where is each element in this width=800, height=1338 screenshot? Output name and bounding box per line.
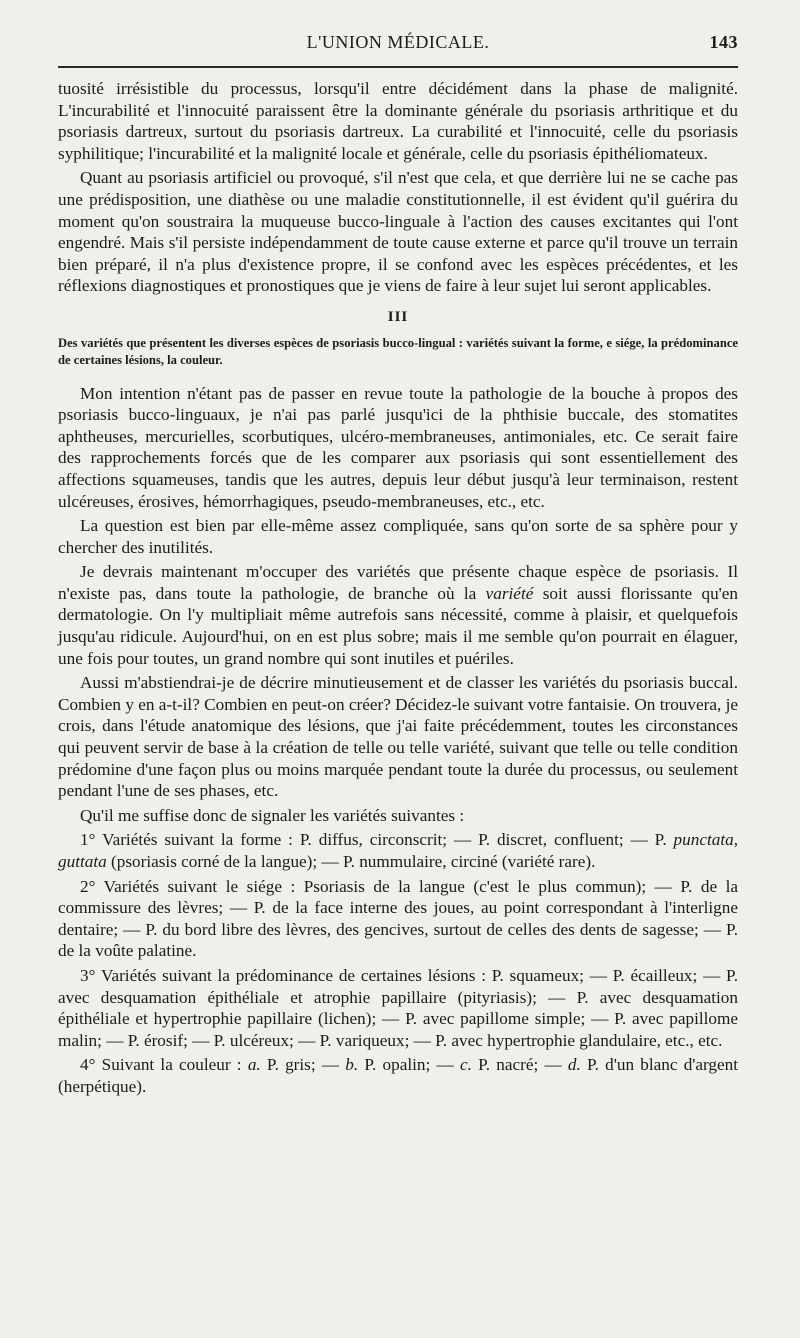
paragraph xyxy=(58,561,738,669)
text-run: P. opalin; — xyxy=(358,1055,460,1075)
paragraph: Quant au psoriasis artificiel ou provoqué, s'il n'est que cela, et que derrière lui ne se cache pas une prédisposition, une diathèse ou une maladie constitutionnelle, il est évident qu'il guérira du moment qu'on soustraira la muqueuse bucco-linguale à l'action des causes excitantes qui l'ont engendré. Mais s'il persiste indépendamment de toute cause externe et parce qu'il trouve un terrain bien préparé, il n'a plus d'existence propre, il se confond avec les espèces précédentes, et les réflexions diagnostiques et pronostiques que je viens de faire à leur sujet lui seront applicables. xyxy=(58,168,738,296)
text-run: P. d'un blanc d'argent (herpétique). xyxy=(58,1055,739,1096)
header-rule xyxy=(58,66,738,68)
text-run: P. gris; — xyxy=(260,1055,346,1075)
body-text xyxy=(58,78,738,1098)
text-run: soit aussi florissante qu'en dermatologie. On l'y multipliait même autrefois sans nécessité, comme à plaisir, et quelquefois jusqu'au ridicule. Aujourd'hui, on en est plus sobre; mais il me semble qu'on pourrait en élaguer, une fois pour toutes, un grand nombre qui sont inutiles et puériles. xyxy=(58,583,738,668)
italic-letter: b. xyxy=(345,1055,359,1075)
text-run: 4° Suivant la couleur : xyxy=(80,1055,248,1075)
text-run: P. nacré; — xyxy=(471,1055,568,1075)
paragraph: Qu'il me suffise donc de signaler les variétés suivantes : xyxy=(80,805,465,825)
text-run: Je devrais maintenant m'occuper des variétés que présente chaque espèce de psoriasis. Il n'existe pas, dans toute la pathologie, de branche où la xyxy=(58,562,738,603)
paragraph: La question est bien par elle-même assez compliquée, sans qu'on sorte de sa sphère pour y chercher des inutilités. xyxy=(58,516,738,557)
section-number: III xyxy=(387,308,409,325)
list-item: 2° Variétés suivant le siége : Psoriasis de la langue (c'est le plus commun); — P. de la commissure des lèvres; — P. de la face interne des joues, au point correspondant à l'interligne dentaire; — P. du bord libre des lèvres, des gencives, surtout de celles des dents de sagesse; — P. de la voûte palatine. xyxy=(58,876,738,961)
italic-letter: a. xyxy=(247,1055,261,1075)
paragraph: Aussi m'abstiendrai-je de décrire minutieusement et de classer les variétés du psoriasis buccal. Combien y en a-t-il? Combien en peut-on créer? Décidez-le suivant votre fantaisie. On trouvera, je crois, dans l'étude anatomique des lésions, que j'ai faite précédemment, toutes les circonstances qui peuvent servir de base à la création de telle ou telle variété, suivant que telle ou telle condition prédomine d'une façon plus ou moins marquée pendant toute la durée du processus, ou seulement pendant l'une de ses phases, etc. xyxy=(58,673,738,801)
running-head xyxy=(58,30,738,60)
paragraph: tuosité irrésistible du processus, lorsqu'il entre décidément dans la phase de malignité. L'incurabilité et l'innocuité paraissent être la dominante générale du psoriasis arthritique et du psoriasis dartreux, surtout du psoriasis dartreux. La curabilité et l'innocuité, celle du psoriasis syphilitique; l'incurabilité et la malignité locale et générale, celle du psoriasis épithéliomateux. xyxy=(58,79,738,163)
text-run: 1° Variétés suivant la forme : P. diffus, circonscrit; — P. discret, confluent; — P. xyxy=(80,830,674,850)
italic-letter: d. xyxy=(567,1055,581,1075)
list-item xyxy=(58,1054,738,1097)
italic-term: punctata, guttata xyxy=(58,830,738,871)
page-number: 143 xyxy=(709,32,738,52)
list-item xyxy=(58,829,738,872)
italic-letter: c. xyxy=(459,1055,472,1075)
list-item: 3° Variétés suivant la prédominance de certaines lésions : P. squameux; — P. écailleux; — P. avec desquamation épithéliale et atrophie papillaire (pityriasis); — P. avec desquamation épithéliale et hypertrophie papillaire (lichen); — P. avec papillome simple; — P. avec papillome malin; — P. érosif; — P. ulcéreux; — P. variqueux; — P. avec hypertrophie glandulaire, etc., etc. xyxy=(58,965,738,1050)
journal-title: L'UNION MÉDICALE. xyxy=(306,32,490,52)
section-heading: Des variétés que présentent les diverses espèces de psoriasis bucco-lingual : variétés suivant la forme, e siége, la prédominance de certaines lésions, la couleur. xyxy=(58,335,738,367)
text-run: (psoriasis corné de la langue); — P. nummulaire, circiné (variété rare). xyxy=(106,852,596,871)
paragraph: Mon intention n'étant pas de passer en revue toute la pathologie de la bouche à propos des psoriasis bucco-linguaux, je n'ai pas parlé jusqu'ici de la phthisie buccale, des stomatites aphtheuses, mercurielles, scorbutiques, ulcéro-membraneuses, antimoniales, etc. Ce serait faire des rapprochements forcés que de les comparer aux psoriasis qui sont essentiellement des affections squameuses, tandis que les autres, depuis leur début jusqu'à leur terminaison, restent ulcéreuses, érosives, hémorrhagiques, pseudo-membraneuses, etc., etc. xyxy=(58,383,738,511)
italic-term: variété xyxy=(485,583,534,603)
